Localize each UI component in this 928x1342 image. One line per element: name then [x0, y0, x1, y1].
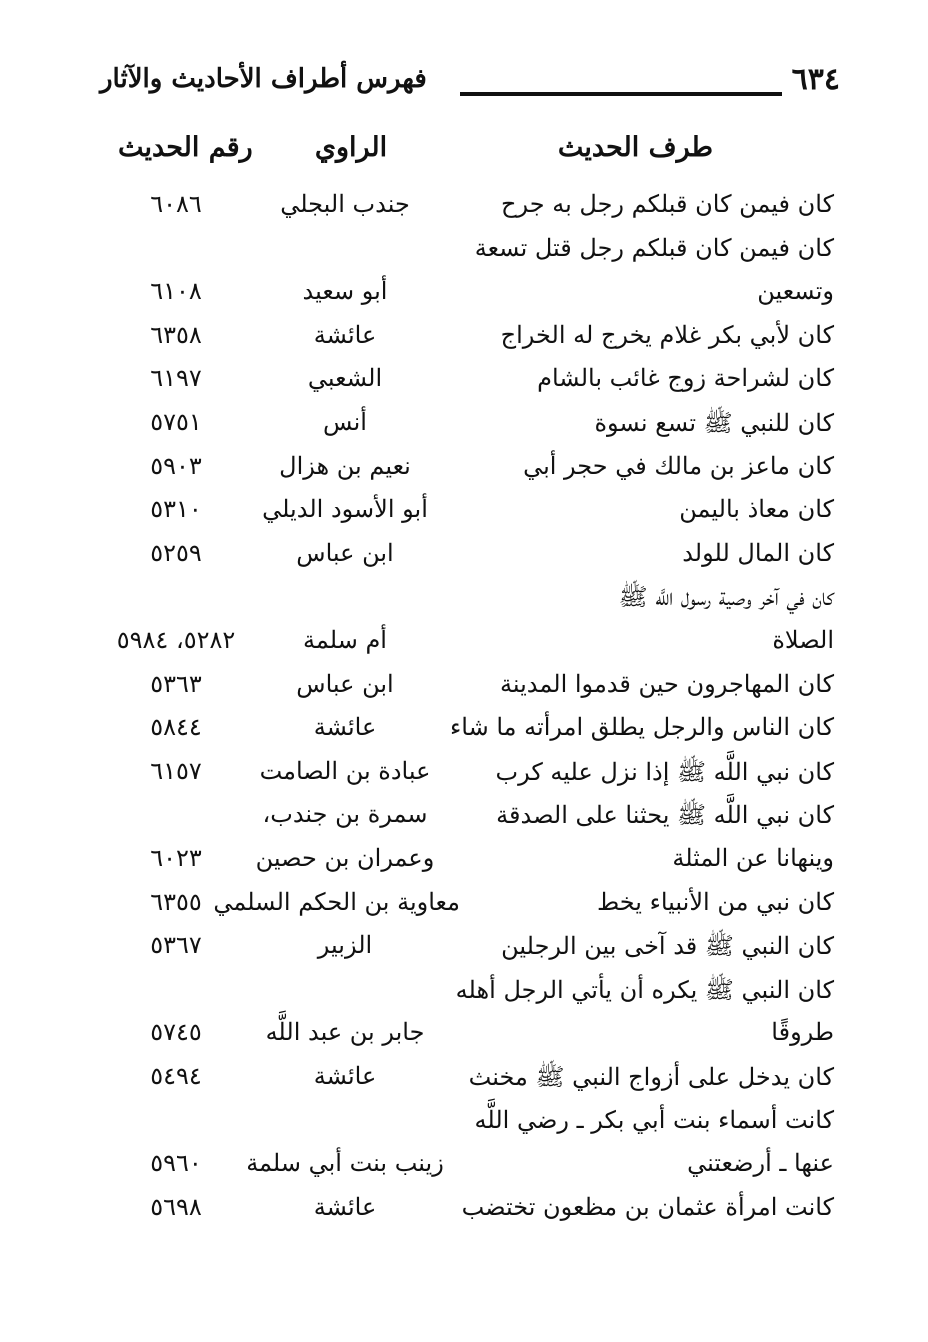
- table-row: [0, 190, 928, 234]
- table-row: [0, 626, 928, 670]
- hadith-text: كان معاذ باليمن: [679, 495, 834, 524]
- hadith-text: كانت أسماء بنت أبي بكر ـ رضي اللَّه: [474, 1105, 834, 1134]
- hadith-number: ٦٣٥٨: [150, 320, 202, 349]
- hadith-number: ٦٠٨٦: [150, 190, 202, 218]
- table-row: [0, 1018, 928, 1062]
- narrator-name: أبو سعيد: [302, 277, 388, 306]
- hadith-text: كان النبي ﷺ يكره أن يأتي الرجل أهله: [455, 975, 834, 1004]
- hadith-text: كان لشراحة زوج غائب بالشام: [537, 364, 834, 393]
- table-row: [0, 321, 928, 365]
- hadith-text: كان نبي اللَّه ﷺ إذا نزل عليه كرب: [495, 757, 834, 786]
- narrator-name: معاوية بن الحكم السلمي: [213, 887, 460, 916]
- table-row: [0, 844, 928, 888]
- hadith-text: وينهانا عن المثلة: [672, 844, 834, 872]
- narrator-name: زينب بنت أبي سلمة: [246, 1149, 444, 1178]
- hadith-number: ٦٠٢٣: [150, 844, 202, 872]
- hadith-number: ٥٣٦٣: [150, 669, 202, 698]
- hadith-number: ٥٣٦٧: [150, 931, 202, 960]
- table-row: [0, 670, 928, 714]
- header-rule: [460, 92, 782, 96]
- narrator-name: ابن عباس: [296, 538, 394, 567]
- running-title: فهرس أطراف الأحاديث والآثار: [100, 64, 427, 94]
- hadith-text: كانت امرأة عثمان بن مظعون تختضب: [461, 1192, 834, 1221]
- narrator-name: الشعبي: [307, 364, 383, 393]
- narrator-name: أبو الأسود الديلي: [262, 495, 428, 524]
- page-number: ٦٣٤: [791, 62, 840, 97]
- table-row: [0, 888, 928, 932]
- narrator-name: جابر بن عبد اللَّه: [265, 1018, 425, 1047]
- hadith-text: كان في آخر وصية رسول اللَّه ﷺ: [618, 583, 834, 612]
- hadith-number: ٥٧٥١: [150, 408, 202, 436]
- hadith-number: ٥٢٥٩: [150, 538, 202, 567]
- narrator-name: سمرة بن جندب،: [262, 800, 428, 829]
- narrator-name: ابن عباس: [296, 669, 394, 698]
- table-row: [0, 1149, 928, 1193]
- column-header-narrator: الراوي: [314, 132, 388, 163]
- hadith-number: ٦١٥٧: [150, 756, 202, 785]
- table-row: [0, 800, 928, 844]
- narrator-name: جندب البجلي: [280, 190, 410, 218]
- table-row: [0, 931, 928, 975]
- narrator-name: وعمران بن حصين: [255, 844, 435, 872]
- narrator-name: الزبير: [317, 931, 373, 960]
- table-row: [0, 1106, 928, 1150]
- hadith-number: ٥٢٨٢، ٥٩٨٤: [116, 626, 236, 654]
- hadith-text: كان فيمن كان قبلكم رجل قتل تسعة: [474, 233, 834, 262]
- hadith-text: كان للنبي ﷺ تسع نسوة: [594, 409, 834, 437]
- hadith-number: ٥٦٩٨: [150, 1192, 202, 1221]
- narrator-name: عائشة: [313, 1062, 377, 1090]
- hadith-number: ٥٩٦٠: [150, 1149, 202, 1178]
- hadith-text: كان لأبي بكر غلام يخرج له الخراج: [500, 320, 834, 349]
- hadith-number: ٦٣٥٥: [150, 887, 202, 916]
- hadith-number: ٥٧٤٥: [150, 1018, 202, 1047]
- hadith-text: الصلاة: [772, 626, 834, 654]
- table-row: [0, 277, 928, 321]
- hadith-text: كان ماعز بن مالك في حجر أبي: [523, 451, 834, 480]
- hadith-number: ٦١٠٨: [150, 277, 202, 306]
- table-row: [0, 495, 928, 539]
- narrator-name: عائشة: [313, 320, 377, 349]
- hadith-number: ٥٤٩٤: [150, 1062, 202, 1090]
- narrator-name: أنس: [323, 408, 367, 436]
- hadith-number: ٦١٩٧: [150, 364, 202, 393]
- table-row: [0, 975, 928, 1019]
- table-row: [0, 452, 928, 496]
- hadith-number: ٥٨٤٤: [150, 713, 202, 742]
- table-row: [0, 539, 928, 583]
- table-row: [0, 1062, 928, 1106]
- hadith-text: طروقًا: [771, 1018, 834, 1047]
- hadith-text: كان النبي ﷺ قد آخى بين الرجلين: [501, 932, 834, 961]
- hadith-text: وتسعين: [757, 277, 834, 306]
- hadith-text: كان المهاجرون حين قدموا المدينة: [500, 669, 834, 698]
- narrator-name: عائشة: [313, 713, 377, 742]
- hadith-number: ٥٩٠٣: [150, 451, 202, 480]
- narrator-name: عائشة: [313, 1192, 377, 1221]
- hadith-text: كان نبي من الأنبياء يخط: [597, 887, 834, 916]
- column-header-hadith: طرف الحديث: [557, 132, 713, 163]
- hadith-text: كان فيمن كان قبلكم رجل به جرح: [501, 190, 834, 218]
- narrator-name: أم سلمة: [303, 626, 387, 654]
- table-row: [0, 364, 928, 408]
- narrator-name: نعيم بن هزال: [279, 451, 411, 480]
- hadith-text: عنها ـ أرضعتني: [687, 1149, 834, 1178]
- table-row: [0, 408, 928, 452]
- hadith-number: ٥٣١٠: [150, 495, 202, 524]
- page-header: [100, 62, 840, 108]
- table-row: [0, 582, 928, 626]
- narrator-name: عبادة بن الصامت: [259, 756, 431, 785]
- table-row: [0, 757, 928, 801]
- table-row: [0, 713, 928, 757]
- table-row: [0, 234, 928, 278]
- column-header-number: رقم الحديث: [118, 132, 253, 163]
- hadith-text: كان نبي اللَّه ﷺ يحثنا على الصدقة: [496, 801, 834, 830]
- table-row: [0, 1193, 928, 1237]
- hadith-text: كان الناس والرجل يطلق امرأته ما شاء: [450, 713, 834, 742]
- hadith-text: كان يدخل على أزواج النبي ﷺ مخنث: [468, 1063, 834, 1091]
- hadith-text: كان المال للولد: [682, 538, 834, 567]
